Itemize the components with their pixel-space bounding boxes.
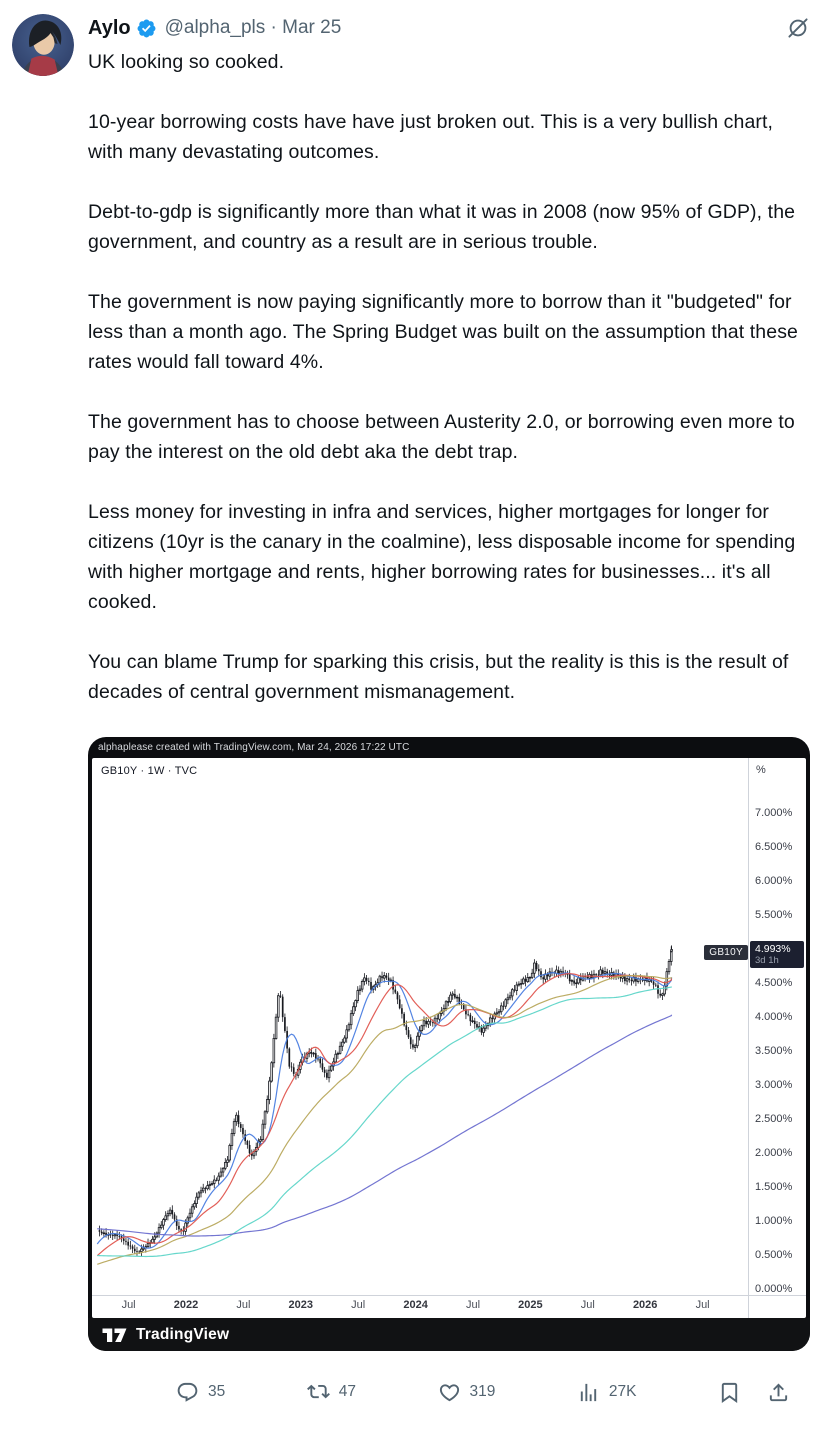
last-price-value: 4.993% — [755, 943, 791, 955]
price-axis-label: 3.500% — [755, 1044, 793, 1057]
price-axis-unit: % — [756, 764, 766, 776]
avatar[interactable] — [12, 14, 74, 76]
price-axis-label: 2.000% — [755, 1146, 793, 1159]
tweet-header — [88, 14, 810, 42]
price-axis-separator — [748, 758, 749, 1318]
time-axis-label: Jul — [351, 1299, 366, 1311]
repost-button[interactable] — [307, 1381, 356, 1404]
time-axis-label: 2023 — [288, 1299, 314, 1311]
like-count: 319 — [469, 1383, 496, 1400]
time-axis-label: Jul — [695, 1299, 710, 1311]
speech-bubble-icon — [176, 1381, 199, 1404]
chart-symbol-title: GB10Y · 1W · TVC — [101, 765, 198, 777]
tweet-paragraph: Less money for investing in infra and services, higher mortgages for longer for citizens (10yr is the canary in the coalmine), less disposable income for spending with higher mortgage and rents, higher borrowing rates for businesses... it's all cooked. — [88, 501, 796, 613]
like-button[interactable] — [438, 1381, 496, 1404]
chart-area — [92, 758, 806, 1318]
bar-countdown: 3d 1h — [755, 955, 779, 966]
time-axis-label: 2024 — [403, 1299, 428, 1311]
price-axis-label: 1.000% — [755, 1214, 793, 1227]
tweet-paragraph: UK looking so cooked. — [88, 51, 285, 73]
price-axis-label: 2.500% — [755, 1112, 793, 1125]
last-price-badge — [750, 941, 804, 968]
bookmark-icon — [718, 1381, 741, 1404]
tweet-paragraph: You can blame Trump for sparking this crisis, but the reality is this is the result of decades of central government mismanagement. — [88, 651, 789, 703]
verified-badge-icon — [136, 18, 157, 39]
price-axis-label: 0.000% — [755, 1282, 793, 1295]
price-axis-label: 4.500% — [755, 976, 793, 989]
bar-chart-icon — [577, 1381, 600, 1404]
views-count: 27K — [608, 1383, 637, 1400]
price-chart-canvas — [92, 758, 748, 1295]
time-axis-label: Jul — [236, 1299, 251, 1311]
time-axis-label: Jul — [465, 1299, 481, 1311]
share-button[interactable] — [767, 1381, 790, 1404]
tweet-body — [88, 47, 810, 707]
chart-attribution: alphaplease created with TradingView.com, Mar 24, 2026 17:22 UTC — [98, 742, 410, 753]
time-axis-separator — [92, 1295, 806, 1296]
tradingview-brand: TradingView — [136, 1325, 230, 1343]
repost-arrows-icon — [307, 1381, 330, 1404]
author-name[interactable]: Aylo — [88, 16, 131, 39]
price-axis-label: 5.500% — [755, 908, 793, 921]
author-handle-date[interactable]: @alpha_pls · Mar 25 — [164, 17, 342, 38]
price-axis-label: 6.000% — [755, 874, 793, 887]
chart-card[interactable] — [88, 737, 810, 1351]
heart-icon — [438, 1381, 461, 1404]
time-axis-label: 2026 — [632, 1299, 658, 1311]
reply-button[interactable] — [176, 1381, 225, 1404]
tradingview-footer — [88, 1318, 810, 1351]
time-axis-label: 2022 — [173, 1299, 199, 1311]
time-axis-label: 2025 — [518, 1299, 543, 1311]
reply-count: 35 — [208, 1383, 226, 1400]
tweet-paragraph: The government is now paying significantly more to borrow than it "budgeted" for less than a month ago. The Spring Budget was built on the assumption that these rates would fall toward 4%. — [88, 291, 798, 373]
price-axis-label: 6.500% — [755, 840, 793, 853]
time-axis-label: Jul — [580, 1299, 595, 1311]
symbol-price-flag: GB10Y — [704, 945, 748, 960]
repost-count: 47 — [338, 1383, 356, 1400]
share-upload-icon — [767, 1381, 790, 1404]
price-axis-label: 3.000% — [755, 1078, 793, 1091]
bookmark-button[interactable] — [718, 1381, 741, 1404]
action-bar — [176, 1375, 790, 1409]
tradingview-logo-icon — [101, 1324, 128, 1345]
views-button[interactable] — [577, 1381, 637, 1404]
price-axis-label: 1.500% — [755, 1180, 793, 1193]
price-axis-label: 0.500% — [755, 1248, 793, 1261]
price-axis-label: 4.000% — [755, 1010, 793, 1023]
tweet-paragraph: The government has to choose between Austerity 2.0, or borrowing even more to pay the interest on the old debt aka the debt trap. — [88, 411, 795, 463]
price-axis-label: 7.000% — [755, 806, 793, 819]
avatar-image — [12, 14, 74, 76]
grok-slash-circle-icon[interactable] — [786, 16, 810, 40]
time-axis-label: Jul — [121, 1299, 136, 1311]
tweet-paragraph: 10-year borrowing costs have have just broken out. This is a very bullish chart, with many devastating outcomes. — [88, 111, 774, 163]
tweet-paragraph: Debt-to-gdp is significantly more than what it was in 2008 (now 95% of GDP), the government, and country as a result are in serious trouble. — [88, 201, 796, 253]
